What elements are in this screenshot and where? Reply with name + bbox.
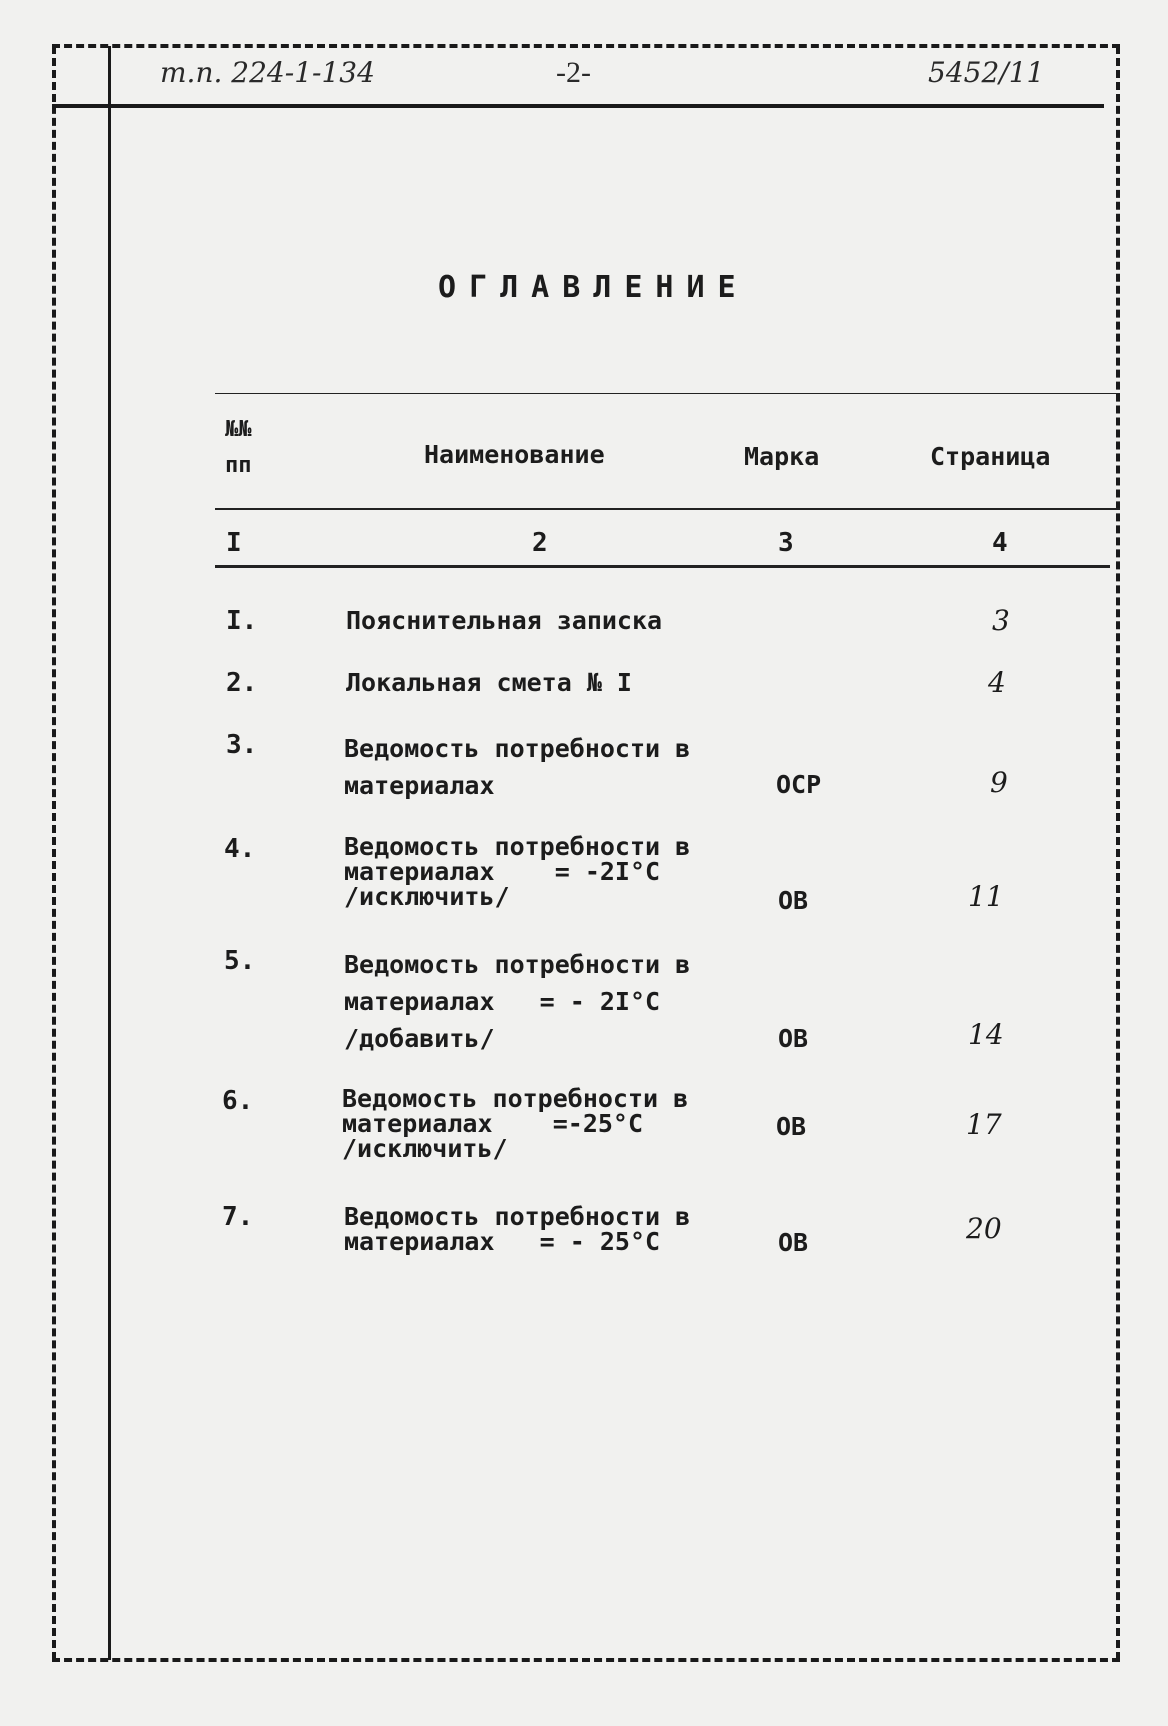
row-page: 11 (968, 880, 1004, 913)
column-number: 4 (992, 528, 1008, 558)
row-number: 7. (222, 1202, 254, 1232)
row-mark: ОСР (776, 770, 822, 799)
row-number: 5. (224, 946, 256, 976)
row-mark: ОВ (778, 1228, 809, 1257)
row-mark: ОВ (776, 1112, 807, 1141)
frame-bottom-border (52, 1658, 1120, 1662)
row-name: Ведомость потребности в материалах = - 25°С (344, 1202, 691, 1256)
row-name: Ведомость потребности в материалах (344, 734, 691, 800)
row-page: 20 (966, 1212, 1002, 1245)
row-number: 3. (226, 730, 258, 760)
row-name: Ведомость потребности в материалах = - 2I°С /добавить/ (344, 950, 691, 1053)
row-page: 14 (968, 1018, 1004, 1051)
row-name: Локальная смета № I (346, 668, 632, 697)
column-header-number: №№ пп (225, 417, 252, 478)
frame-right-border (1116, 46, 1120, 1660)
table-numbering-rule (215, 565, 1110, 568)
header-rule (52, 104, 1104, 108)
table-top-rule (215, 393, 1120, 394)
row-name: Ведомость потребности в материалах =-25°С /исключить/ (342, 1084, 689, 1163)
row-number: 4. (224, 834, 256, 864)
sheet-number: 5452/11 (928, 56, 1045, 89)
project-code: т.п. 224-1-134 (160, 56, 375, 89)
row-number: 2. (226, 668, 258, 698)
row-page: 3 (992, 604, 1010, 637)
column-header-page: Страница (930, 442, 1051, 471)
row-page: 9 (990, 766, 1008, 799)
column-number: 2 (532, 528, 548, 558)
row-page: 4 (988, 666, 1006, 699)
page-number: -2- (556, 56, 591, 89)
row-page: 17 (966, 1108, 1002, 1141)
row-mark: ОВ (778, 886, 809, 915)
row-number: I. (226, 606, 258, 636)
page-title: ОГЛАВЛЕНИЕ (438, 270, 749, 305)
column-number: 3 (778, 528, 794, 558)
binding-margin-line (108, 46, 111, 1660)
frame-top-border (52, 44, 1120, 48)
frame-left-border (52, 46, 56, 1660)
row-name: Ведомость потребности в материалах = -2I°С /исключить/ (344, 832, 691, 911)
row-name: Пояснительная записка (346, 606, 663, 635)
column-header-name: Наименование (424, 440, 605, 469)
table-header-rule (215, 508, 1120, 510)
row-mark: ОВ (778, 1024, 809, 1053)
row-number: 6. (222, 1086, 254, 1116)
column-header-mark: Марка (744, 442, 820, 471)
column-number: I (226, 528, 242, 558)
